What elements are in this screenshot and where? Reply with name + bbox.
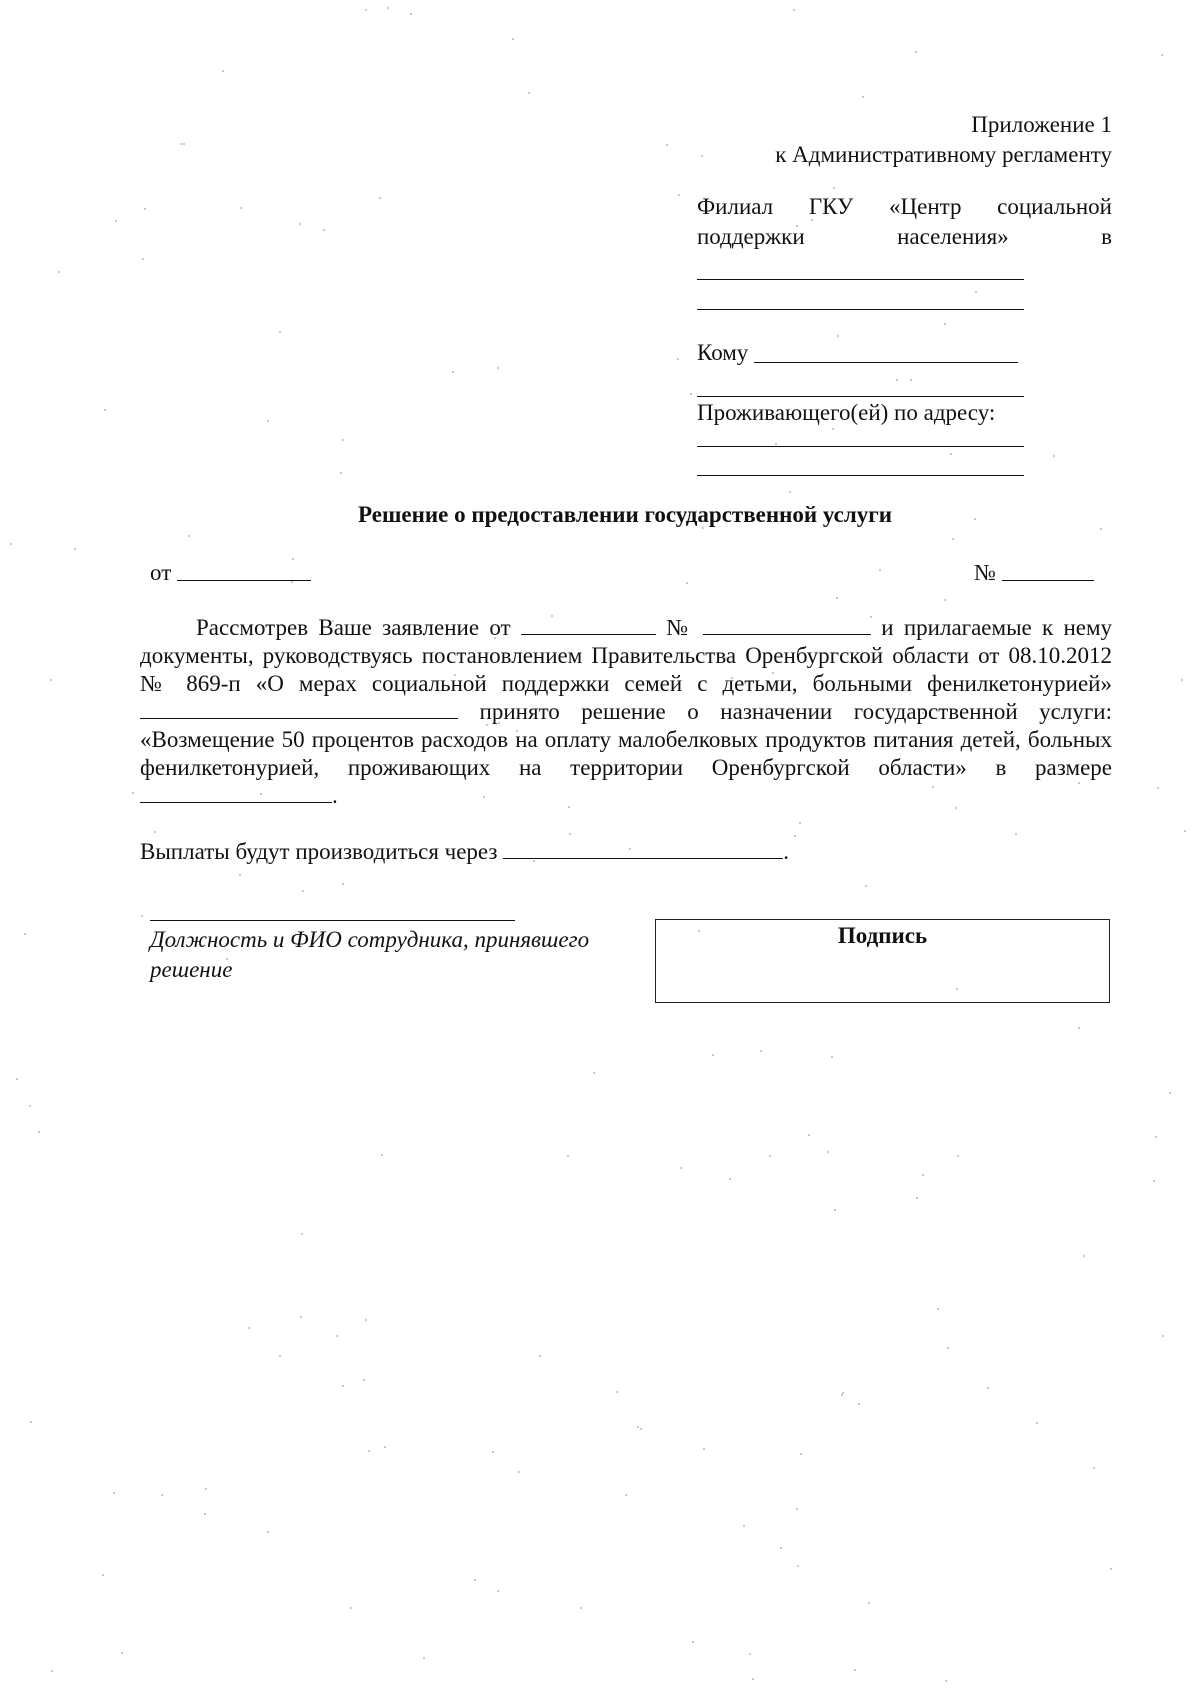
scan-speck <box>365 1319 367 1321</box>
body-text-3: и прилагаемые к нему документы, руководствуясь постановлением Правительства Оренбургской области от 08.10.2012 № 869-п «О мерах социальной поддержки семей с детьми, больными фенилкетонурией» <box>140 615 1113 696</box>
scan-speck <box>222 70 224 72</box>
scan-speck <box>142 258 144 260</box>
scan-speck <box>24 933 26 935</box>
scan-speck <box>381 1154 383 1156</box>
scan-speck <box>569 833 571 835</box>
payments-end: . <box>783 839 790 864</box>
body-number-sign: № <box>666 615 693 640</box>
application-date-blank[interactable] <box>521 616 656 635</box>
scan-speck <box>10 543 12 545</box>
scan-speck <box>760 1050 762 1052</box>
body-text-1: Рассмотрев Ваше заявление от <box>196 615 511 640</box>
scan-speck <box>121 1652 123 1654</box>
scan-speck <box>842 1392 844 1394</box>
scan-speck <box>833 187 835 189</box>
scan-speck <box>267 1531 269 1533</box>
scan-speck <box>336 1335 338 1337</box>
scan-speck <box>279 331 281 333</box>
scan-speck <box>640 1428 642 1430</box>
scan-speck <box>29 1105 31 1107</box>
scan-speck <box>350 1607 352 1609</box>
scan-speck <box>743 1525 745 1527</box>
scan-speck <box>567 1155 569 1157</box>
scan-speck <box>769 1155 771 1157</box>
scan-speck <box>800 1453 802 1455</box>
scan-speck <box>879 569 881 571</box>
scan-speck <box>188 535 190 537</box>
scan-speck <box>528 92 530 94</box>
scan-speck <box>1169 1092 1171 1094</box>
employee-caption: Должность и ФИО сотрудника, принявшего решение <box>150 927 590 982</box>
scan-speck <box>1036 1422 1038 1424</box>
scan-speck <box>1078 1027 1080 1029</box>
scan-speck <box>518 1471 520 1473</box>
scan-speck <box>945 1680 947 1682</box>
scan-speck <box>680 1167 682 1169</box>
signature-box[interactable] <box>655 919 1110 1003</box>
scan-speck <box>363 1379 365 1381</box>
address-blank-1[interactable] <box>697 446 1024 447</box>
scan-speck <box>637 1426 639 1428</box>
scan-speck <box>299 223 301 225</box>
scan-speck <box>154 831 156 833</box>
scan-speck <box>384 1446 386 1448</box>
scan-speck <box>944 599 946 601</box>
scan-speck <box>937 1308 939 1310</box>
scan-speck <box>365 9 367 11</box>
application-number-blank[interactable] <box>703 616 871 635</box>
number-blank[interactable] <box>1002 580 1094 581</box>
scan-speck <box>1161 54 1163 56</box>
scan-speck <box>16 1078 18 1080</box>
scan-speck <box>692 1641 694 1643</box>
scan-speck <box>144 208 146 210</box>
scan-speck <box>387 7 389 9</box>
employee-signature-area <box>150 920 620 985</box>
address-label: Проживающего(ей) по адресу: <box>697 400 996 425</box>
scan-speck <box>1155 1136 1157 1138</box>
scan-speck <box>712 1054 714 1056</box>
scan-speck <box>302 890 304 892</box>
body-text-5: . <box>332 783 338 808</box>
scan-speck <box>368 1450 370 1452</box>
scan-speck <box>300 1316 302 1318</box>
scan-speck <box>952 538 954 540</box>
scan-speck <box>1015 833 1017 835</box>
to-blank-2[interactable] <box>697 396 1024 397</box>
scan-speck <box>1100 528 1102 530</box>
number-row <box>974 560 1094 586</box>
scan-speck <box>423 1657 425 1659</box>
branch-line-1: Филиал ГКУ «Центр социальной <box>697 194 1112 219</box>
body-text-4: принято решение о назначении государственной услуги: «Возмещение 50 процентов расходов на оплату малобелковых продуктов питания детей, больных фенилкетонурией, проживающих на территории Оренбургской области» в размере <box>140 699 1112 780</box>
scan-speck <box>922 1174 924 1176</box>
scan-speck <box>752 1678 754 1680</box>
scan-speck <box>1083 1255 1085 1257</box>
scan-speck <box>808 1134 810 1136</box>
branch-blank-1[interactable] <box>697 279 1024 280</box>
scan-speck <box>50 679 52 681</box>
scan-speck <box>865 885 867 887</box>
scan-speck <box>580 1607 582 1609</box>
scan-speck <box>616 1391 618 1393</box>
to-label: Кому <box>697 340 749 365</box>
scan-speck <box>1110 1568 1112 1570</box>
scan-speck <box>497 367 499 369</box>
to-blank[interactable] <box>754 362 1018 363</box>
scan-speck <box>104 409 106 411</box>
date-label: от <box>150 560 172 585</box>
authority-blank[interactable] <box>140 700 458 719</box>
scan-speck <box>38 1131 40 1133</box>
scan-speck <box>512 38 514 40</box>
scan-speck <box>915 51 917 53</box>
scan-speck <box>161 1494 163 1496</box>
scan-speck <box>141 915 143 917</box>
scan-speck <box>858 1403 860 1405</box>
scan-speck <box>51 1670 53 1672</box>
scan-speck <box>793 9 795 11</box>
scan-speck <box>836 597 838 599</box>
scan-speck <box>834 1209 836 1211</box>
date-row <box>150 560 311 586</box>
scan-speck <box>831 1056 833 1058</box>
scan-speck <box>183 143 185 145</box>
scan-speck <box>113 1492 115 1494</box>
scan-speck <box>797 1565 799 1567</box>
scan-speck <box>539 1355 541 1357</box>
scan-speck <box>677 358 679 360</box>
scan-speck <box>492 1451 494 1453</box>
decision-body <box>140 614 1112 810</box>
scan-speck <box>30 1421 32 1423</box>
scan-speck <box>987 1387 989 1389</box>
scan-speck <box>1153 1180 1155 1182</box>
appendix-header <box>592 110 1112 170</box>
scan-speck <box>132 792 134 794</box>
amount-blank[interactable] <box>140 784 332 803</box>
document-title: Решение о предоставлении государственной услуги <box>358 502 892 527</box>
scan-speck <box>239 874 241 876</box>
scan-speck <box>342 883 344 885</box>
scan-speck <box>342 1385 344 1387</box>
scan-speck <box>115 220 117 222</box>
scan-speck <box>827 1151 829 1153</box>
scan-speck <box>248 1327 250 1329</box>
scan-speck <box>678 194 680 196</box>
scan-speck <box>410 13 412 15</box>
scan-speck <box>799 822 801 824</box>
scan-speck <box>74 548 76 550</box>
recipient-block <box>697 192 1112 476</box>
scan-speck <box>916 1197 918 1199</box>
scan-speck <box>1157 787 1159 789</box>
scan-speck <box>690 393 692 395</box>
scan-speck <box>789 491 791 493</box>
to-row <box>697 338 1112 368</box>
scan-speck <box>474 1579 476 1581</box>
branch-line-2: поддержки населения» в <box>697 224 1112 249</box>
scan-speck <box>1184 830 1186 832</box>
payments-label: Выплаты будут производиться через <box>140 839 498 864</box>
scan-speck <box>102 1574 104 1576</box>
scan-speck <box>323 229 325 231</box>
scan-speck <box>796 1508 798 1510</box>
scan-speck <box>729 1178 731 1180</box>
employee-blank[interactable] <box>150 920 515 921</box>
scan-speck <box>379 197 381 199</box>
date-blank[interactable] <box>177 580 311 581</box>
scan-speck <box>279 1355 281 1357</box>
signature-label: Подпись <box>837 923 928 948</box>
scan-speck <box>1162 1335 1164 1337</box>
branch-blank-2[interactable] <box>697 309 1024 310</box>
number-label: № <box>974 560 996 585</box>
scan-speck <box>267 420 269 422</box>
scan-speck <box>868 1602 870 1604</box>
address-blank-2[interactable] <box>697 475 1024 476</box>
scan-speck <box>686 582 688 584</box>
scan-speck <box>749 1653 751 1655</box>
scan-speck <box>703 1448 705 1450</box>
payments-row <box>140 838 789 866</box>
scan-speck <box>794 835 796 837</box>
scan-speck <box>854 1669 856 1671</box>
scan-speck <box>841 1394 843 1396</box>
scan-speck <box>1093 1467 1095 1469</box>
appendix-line-1: Приложение 1 <box>971 112 1112 137</box>
scan-speck <box>204 1513 206 1515</box>
scan-speck <box>957 1155 959 1157</box>
scan-speck <box>301 1233 303 1235</box>
scan-speck <box>1181 679 1183 681</box>
scan-speck <box>340 472 342 474</box>
scan-speck <box>240 207 242 209</box>
scan-speck <box>497 1590 499 1592</box>
scan-speck <box>862 96 864 98</box>
scan-speck <box>58 271 60 273</box>
scan-speck <box>452 371 454 373</box>
scan-speck <box>593 1072 595 1074</box>
scan-speck <box>947 1347 949 1349</box>
scan-speck <box>205 1488 207 1490</box>
scan-speck <box>625 1494 627 1496</box>
scan-speck <box>780 1547 782 1549</box>
scan-speck <box>342 439 344 441</box>
payments-blank[interactable] <box>503 840 783 859</box>
appendix-line-2: к Административному регламенту <box>775 142 1112 167</box>
scan-speck <box>180 143 182 145</box>
